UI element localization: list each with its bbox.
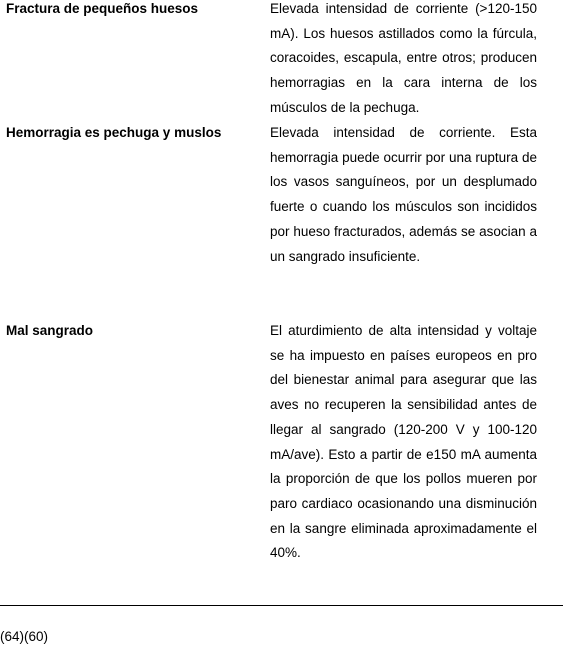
row-term: Fractura de pequeños huesos <box>6 1 199 16</box>
row-description: Elevada intensidad de corriente. Esta hemorragia puede ocurrir por una ruptura de los vasos sanguíneos, por un desplumado fuerte o cuando los músculos son incididos por hueso fracturados, además se asocian a un sangrado insuficiente. <box>270 125 537 264</box>
footnote-references: (64)(60) <box>0 629 49 644</box>
row-description: El aturdimiento de alta intensidad y voltaje se ha impuesto en países europeos en pro del bienestar animal para asegurar que las aves no recuperen la sensibilidad antes de llegar al sangrado (120-200 V y 100-120 mA/ave). Esto a partir de e150 mA aumenta la proporción de que los pollos mueren por paro cardiaco ocasionando una disminución en la sangre eliminada aproximadamente el 40%. <box>270 323 537 561</box>
row-term: Mal sangrado <box>6 323 94 338</box>
row-term: Hemorragia es pechuga y muslos <box>6 125 222 140</box>
row-description: Elevada intensidad de corriente (>120-150 mA). Los huesos astillados como la fúrcula, coracoides, escapula, entre otros; producen hemorragias en la cara interna de los músculos de la pechuga. <box>270 1 537 115</box>
table-bottom-rule <box>0 605 563 606</box>
